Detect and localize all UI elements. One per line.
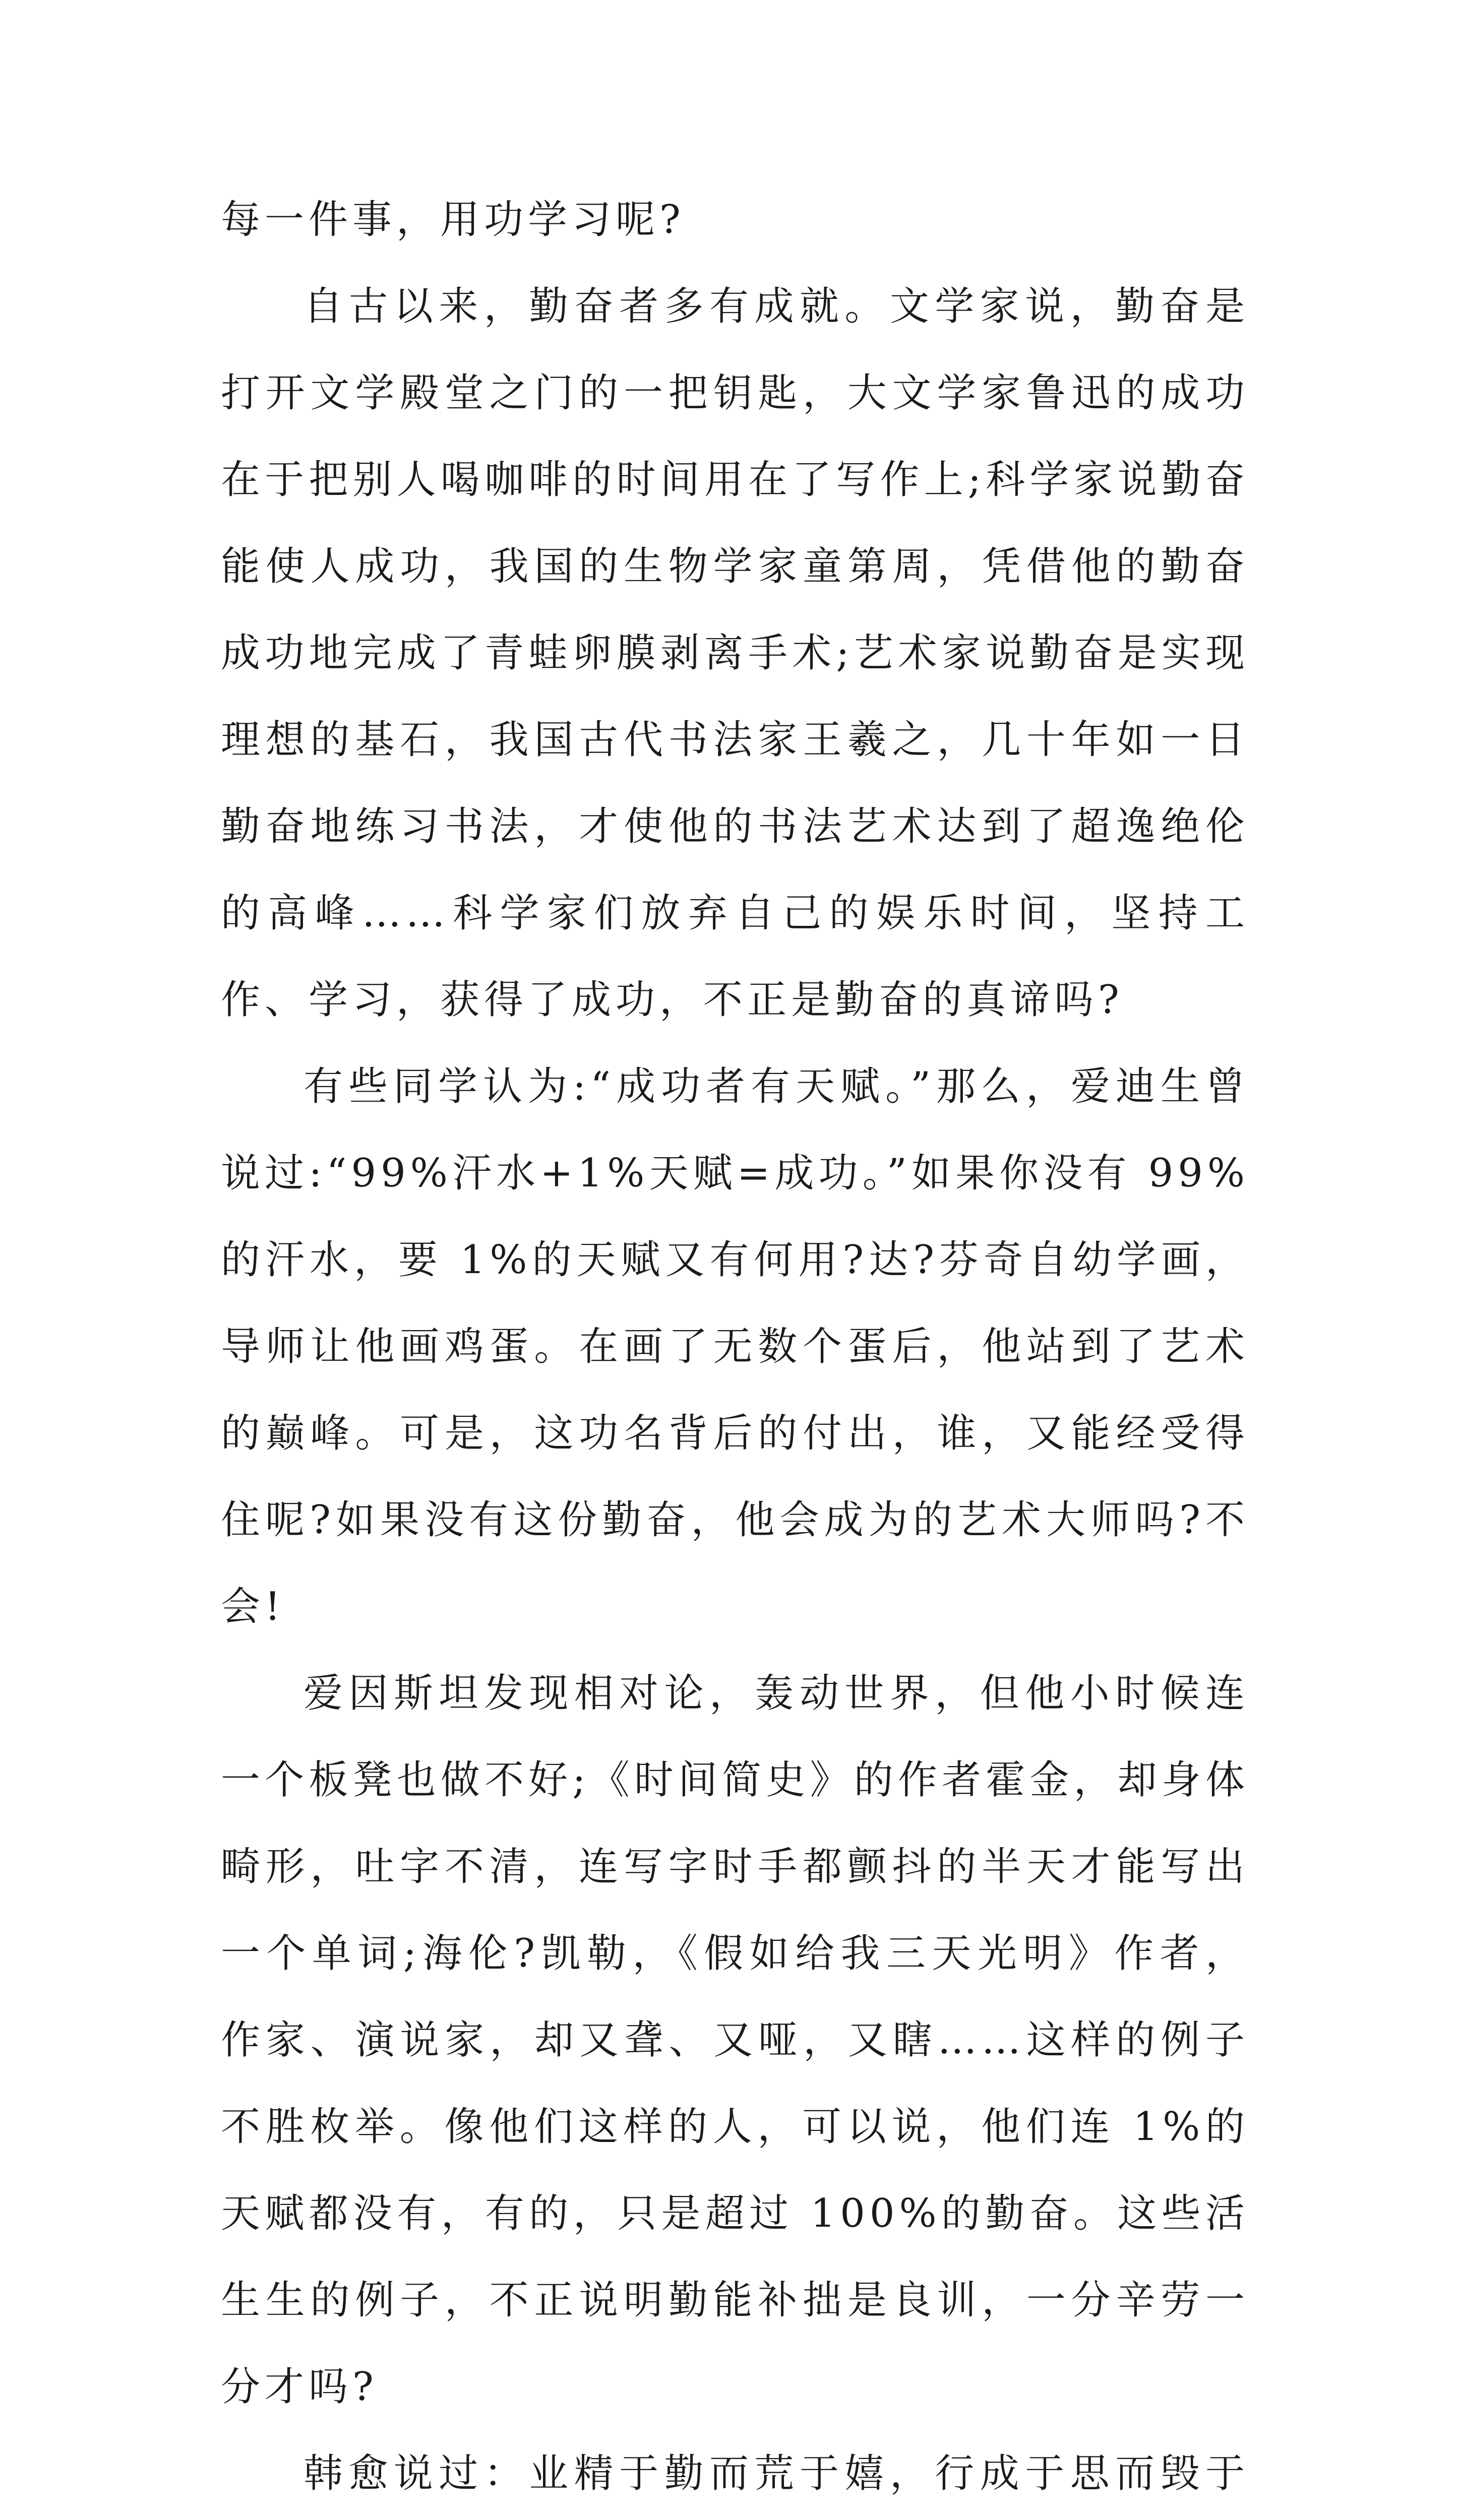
paragraph-continued: 每一件事，用功学习呢?: [221, 197, 685, 242]
body-text: [221, 176, 1249, 2520]
paragraph-examples: 爱因斯坦发现相对论，轰动世界，但他小时候连一个板凳也做不好;《时间简史》的作者霍金，却身体畸形，吐字不清，连写字时手都颤抖的半天才能写出一个单词;海伦?凯勒，《假如给我三天光明》作者，作家、演说家，却又聋、又哑，又瞎……这样的例子不胜枚举。像他们这样的人，可以说，他们连 1%的天赋都没有，有的，只是超过 100%的勤奋。这些活生生的例子，不正说明勤能补拙是良训，一分辛劳一分才吗?: [221, 1671, 1249, 2410]
paragraph-talent-vs-effort: 有些同学认为:“成功者有天赋。”那么，爱迪生曾说过:“99%汗水+1%天赋=成功。”如果你没有 99%的汗水，要 1%的天赋又有何用?达?芬奇自幼学画，导师让他画鸡蛋。在画了无数个蛋后，他站到了艺术的巅峰。可是，这功名背后的付出，谁，又能经受得住呢?如果没有这份勤奋，他会成为的艺术大师吗?不会!: [221, 1064, 1249, 1629]
paragraph-diligence-achievers: 自古以来，勤奋者多有成就。文学家说，勤奋是打开文学殿堂之门的一把钥匙，大文学家鲁迅的成功在于把别人喝咖啡的时间用在了写作上;科学家说勤奋能使人成功，我国的生物学家童第周，凭借他的勤奋成功地完成了青蛙卵膜剥离手术;艺术家说勤奋是实现理想的基石，我国古代书法家王羲之，几十年如一日勤奋地练习书法，才使他的书法艺术达到了超逸绝伦的高峰……科学家们放弃自己的娱乐时间，坚持工作、学习，获得了成功，不正是勤奋的真谛吗?: [221, 284, 1249, 1023]
paragraph-han-yu-quote: 韩愈说过：业精于勤而荒于嬉，行成于思而毁于: [303, 2451, 1249, 2496]
